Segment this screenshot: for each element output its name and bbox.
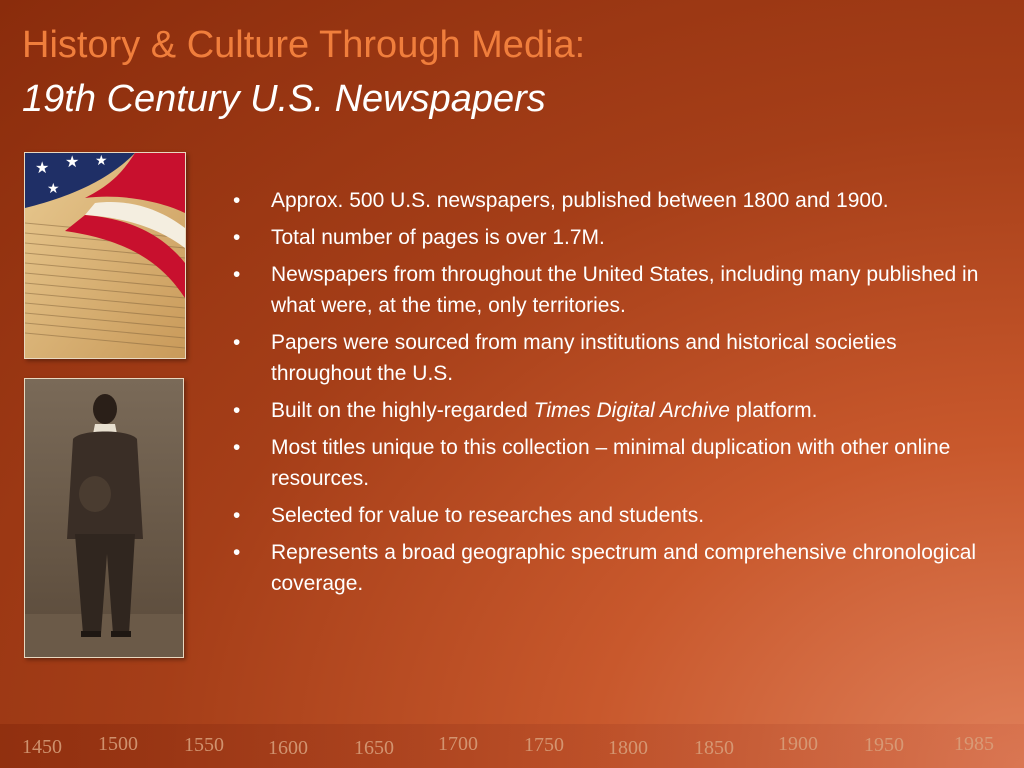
bullet-marker: • xyxy=(233,226,241,249)
svg-text:★: ★ xyxy=(47,180,60,196)
bullet-item xyxy=(225,432,985,494)
bullet-text: Represents a broad geographic spectrum and comprehensive chronological coverage. xyxy=(271,541,977,595)
flag-newspaper-image xyxy=(24,152,186,359)
bullet-marker: • xyxy=(233,504,241,527)
timeline-year: 1950 xyxy=(864,734,904,756)
bullet-item xyxy=(225,395,985,426)
timeline-year: 1650 xyxy=(354,737,394,759)
slide-subtitle: 19th Century U.S. Newspapers xyxy=(22,78,546,120)
bullet-item xyxy=(225,259,985,321)
bullet-marker: • xyxy=(233,331,241,354)
bullet-marker: • xyxy=(233,541,241,564)
svg-text:★: ★ xyxy=(95,153,108,168)
bullet-item xyxy=(225,500,985,531)
bullet-emphasis: Times Digital Archive xyxy=(533,399,730,422)
timeline-year: 1750 xyxy=(524,734,564,756)
timeline-year: 1700 xyxy=(438,733,478,755)
timeline-year: 1450 xyxy=(22,736,62,758)
bullet-marker: • xyxy=(233,189,241,212)
bullet-text: Approx. 500 U.S. newspapers, published between 1800 and 1900. xyxy=(271,189,889,212)
timeline-year: 1600 xyxy=(268,737,308,759)
bullet-text: Built on the highly-regarded xyxy=(271,399,534,422)
vintage-portrait-image xyxy=(24,378,184,658)
bullet-marker: • xyxy=(233,263,241,286)
bullet-text: Selected for value to researches and students. xyxy=(271,504,705,527)
bullet-item xyxy=(225,222,985,253)
bullet-item xyxy=(225,327,985,389)
slide-title: History & Culture Through Media: xyxy=(22,24,586,66)
bullet-list xyxy=(225,185,985,605)
bullet-text: Most titles unique to this collection – minimal duplication with other online resources. xyxy=(271,436,951,490)
bullet-item xyxy=(225,185,985,216)
bullet-item xyxy=(225,537,985,599)
bullet-text-end: platform. xyxy=(729,399,818,422)
svg-text:★: ★ xyxy=(35,160,50,177)
timeline-year: 1800 xyxy=(608,737,648,759)
timeline-year: 1850 xyxy=(694,737,734,759)
timeline-year: 1500 xyxy=(98,733,138,755)
timeline-strip xyxy=(0,724,1024,768)
bullet-marker: • xyxy=(233,399,241,422)
bullet-text: Papers were sourced from many institutions and historical societies throughout the U.S. xyxy=(271,331,897,385)
svg-text:★: ★ xyxy=(65,154,80,171)
timeline-year: 1900 xyxy=(778,733,818,755)
bullet-text: Newspapers from throughout the United States, including many published in what were, at the time, only territories. xyxy=(271,263,979,317)
timeline-year: 1550 xyxy=(184,734,224,756)
bullet-text: Total number of pages is over 1.7M. xyxy=(271,226,605,249)
timeline-year: 1985 xyxy=(954,733,994,755)
bullet-marker: • xyxy=(233,436,241,459)
